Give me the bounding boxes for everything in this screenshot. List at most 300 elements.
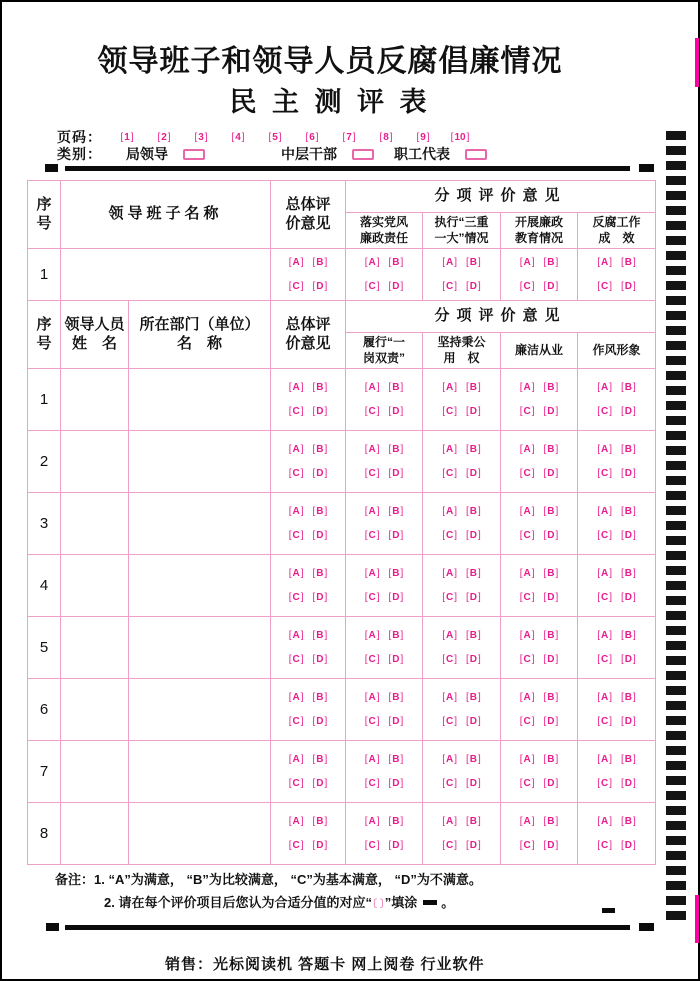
bubble-B[interactable]: [ B ]: [313, 568, 328, 579]
sync-dash-note-row: [602, 908, 615, 913]
dept-write-in-cell[interactable]: [129, 803, 271, 865]
bubble-D[interactable]: [ D ]: [466, 468, 481, 479]
page-code-bubble-9[interactable]: [ 9 ]: [411, 132, 435, 143]
bubble-cell: [501, 679, 578, 741]
page-code-bubble-4[interactable]: [ 4 ]: [226, 132, 250, 143]
bubble-D[interactable]: [ D ]: [313, 406, 328, 417]
bubble-C[interactable]: [ C ]: [289, 468, 304, 479]
bubble-A[interactable]: [ A ]: [289, 754, 304, 765]
bubble-C[interactable]: [ C ]: [442, 840, 457, 851]
bubble-B[interactable]: [ B ]: [544, 816, 559, 827]
bubble-C[interactable]: [ C ]: [442, 468, 457, 479]
bubble-B[interactable]: [ B ]: [313, 382, 328, 393]
bubble-C[interactable]: [ C ]: [442, 592, 457, 603]
page-code-bubble-10[interactable]: [ 10 ]: [448, 132, 472, 143]
bubble-D[interactable]: [ D ]: [466, 654, 481, 665]
bubble-cell: [346, 803, 423, 865]
bubble-A[interactable]: [ A ]: [442, 816, 457, 827]
bubble-C[interactable]: [ C ]: [289, 654, 304, 665]
bubble-D[interactable]: [ D ]: [466, 281, 481, 292]
bubble-D[interactable]: [ D ]: [544, 281, 559, 292]
bubble-B[interactable]: [ B ]: [313, 444, 328, 455]
category-bubble[interactable]: [465, 149, 487, 160]
bubble-C[interactable]: [ C ]: [365, 654, 380, 665]
bubble-D[interactable]: [ D ]: [466, 840, 481, 851]
category-row: [57, 144, 487, 164]
bubble-B[interactable]: [ B ]: [466, 444, 481, 455]
bubble-C[interactable]: [ C ]: [289, 840, 304, 851]
table-row: [28, 741, 656, 803]
bubble-cell: [271, 679, 346, 741]
bubble-cell: [578, 249, 656, 301]
bubble-A[interactable]: [ A ]: [597, 506, 612, 517]
bubble-D[interactable]: [ D ]: [621, 281, 636, 292]
bubble-B[interactable]: [ B ]: [466, 754, 481, 765]
empty-bubble-sample: 〔 〕: [371, 899, 385, 910]
col-header-overall: 总体评 价意见: [271, 181, 346, 249]
form-title-line2: 民 主 测 评 表: [229, 87, 431, 117]
bubble-A[interactable]: [ A ]: [365, 816, 380, 827]
bubble-cell: [578, 369, 656, 431]
bubble-D[interactable]: [ D ]: [544, 592, 559, 603]
bubble-B[interactable]: [ B ]: [621, 630, 636, 641]
bubble-C[interactable]: [ C ]: [365, 530, 380, 541]
bubble-B[interactable]: [ B ]: [466, 382, 481, 393]
bubble-B[interactable]: [ B ]: [621, 568, 636, 579]
table-row: [28, 617, 656, 679]
bubble-cell: [578, 555, 656, 617]
bubble-D[interactable]: [ D ]: [389, 281, 404, 292]
bubble-D[interactable]: [ D ]: [544, 778, 559, 789]
bubble-A[interactable]: [ A ]: [597, 692, 612, 703]
bubble-A[interactable]: [ A ]: [442, 257, 457, 268]
bubble-C[interactable]: [ C ]: [365, 840, 380, 851]
bubble-B[interactable]: [ B ]: [389, 444, 404, 455]
bubble-cell: [501, 555, 578, 617]
bubble-D[interactable]: [ D ]: [621, 840, 636, 851]
bubble-A[interactable]: [ A ]: [442, 506, 457, 517]
bubble-C[interactable]: [ C ]: [442, 778, 457, 789]
bubble-A[interactable]: [ A ]: [289, 382, 304, 393]
bubble-B[interactable]: [ B ]: [621, 444, 636, 455]
category-bubble[interactable]: [183, 149, 205, 160]
bubble-D[interactable]: [ D ]: [621, 778, 636, 789]
table-row: [28, 679, 656, 741]
bubble-C[interactable]: [ C ]: [597, 778, 612, 789]
bubble-A[interactable]: [ A ]: [289, 816, 304, 827]
bubble-B[interactable]: [ B ]: [313, 754, 328, 765]
bubble-C[interactable]: [ C ]: [520, 592, 535, 603]
bubble-D[interactable]: [ D ]: [621, 406, 636, 417]
dept-write-in-cell[interactable]: [129, 741, 271, 803]
page-code-bubble-6[interactable]: [ 6 ]: [300, 132, 324, 143]
bubble-C[interactable]: [ C ]: [597, 654, 612, 665]
bubble-B[interactable]: [ B ]: [466, 816, 481, 827]
bubble-D[interactable]: [ D ]: [621, 592, 636, 603]
bubble-cell: [271, 741, 346, 803]
row-number: 2: [28, 431, 61, 493]
bubble-cell: [271, 431, 346, 493]
bubble-A[interactable]: [ A ]: [365, 754, 380, 765]
bubble-cell: [578, 679, 656, 741]
bubble-cell: [501, 431, 578, 493]
bubble-A[interactable]: [ A ]: [365, 692, 380, 703]
bubble-D[interactable]: [ D ]: [313, 840, 328, 851]
bubble-C[interactable]: [ C ]: [289, 406, 304, 417]
bubble-cell: [501, 493, 578, 555]
col-header-sub-3: 开展廉政 教育情况: [501, 213, 578, 249]
bubble-B[interactable]: [ B ]: [389, 692, 404, 703]
sync-line-top: [65, 166, 630, 171]
col-header2-sub-3: 廉洁从业: [501, 333, 578, 369]
bubble-B[interactable]: [ B ]: [544, 506, 559, 517]
bubble-B[interactable]: [ B ]: [313, 692, 328, 703]
category-label: 类别：: [57, 146, 102, 162]
bubble-C[interactable]: [ C ]: [365, 468, 380, 479]
col-header-group: 分项评价意见: [346, 181, 656, 213]
bubble-A[interactable]: [ A ]: [289, 630, 304, 641]
bubble-D[interactable]: [ D ]: [389, 716, 404, 727]
bubble-C[interactable]: [ C ]: [520, 406, 535, 417]
bubble-A[interactable]: [ A ]: [597, 816, 612, 827]
bubble-B[interactable]: [ B ]: [313, 630, 328, 641]
notes-block: [55, 873, 482, 920]
bubble-D[interactable]: [ D ]: [621, 654, 636, 665]
page-code-bubble-2[interactable]: [ 2 ]: [152, 132, 176, 143]
bubble-D[interactable]: [ D ]: [466, 778, 481, 789]
bubble-D[interactable]: [ D ]: [621, 468, 636, 479]
bubble-A[interactable]: [ A ]: [289, 257, 304, 268]
name-write-in-cell[interactable]: [61, 617, 129, 679]
bubble-B[interactable]: [ B ]: [621, 382, 636, 393]
bubble-B[interactable]: [ B ]: [389, 506, 404, 517]
bubble-B[interactable]: [ B ]: [389, 568, 404, 579]
bubble-D[interactable]: [ D ]: [621, 716, 636, 727]
dept-write-in-cell[interactable]: [129, 493, 271, 555]
col-header2-sub-2: 坚持秉公 用 权: [423, 333, 501, 369]
bubble-B[interactable]: [ B ]: [544, 444, 559, 455]
bubble-D[interactable]: [ D ]: [313, 281, 328, 292]
bubble-A[interactable]: [ A ]: [520, 630, 535, 641]
bubble-D[interactable]: [ D ]: [544, 406, 559, 417]
filled-mark-sample: [423, 900, 437, 905]
bubble-cell: [501, 249, 578, 301]
bubble-A[interactable]: [ A ]: [597, 444, 612, 455]
bubble-A[interactable]: [ A ]: [520, 444, 535, 455]
team-header-section: [28, 181, 656, 249]
bubble-A[interactable]: [ A ]: [289, 568, 304, 579]
row-number: 8: [28, 803, 61, 865]
bubble-cell: [578, 617, 656, 679]
col-header-person-name: 领导人员 姓 名: [61, 301, 129, 369]
bubble-C[interactable]: [ C ]: [365, 716, 380, 727]
bubble-cell: [501, 741, 578, 803]
bubble-D[interactable]: [ D ]: [389, 468, 404, 479]
bubble-A[interactable]: [ A ]: [520, 692, 535, 703]
note-line-2-end: 。: [441, 895, 455, 910]
bubble-A[interactable]: [ A ]: [365, 257, 380, 268]
bubble-A[interactable]: [ A ]: [442, 692, 457, 703]
form-title-line1: 领导班子和领导人员反腐倡廉情况: [97, 45, 563, 78]
bubble-cell: [271, 803, 346, 865]
bubble-B[interactable]: [ B ]: [466, 506, 481, 517]
bubble-A[interactable]: [ A ]: [365, 630, 380, 641]
row-number: 3: [28, 493, 61, 555]
sales-footer: 销售：光标阅读机 答题卡 网上阅卷 行业软件: [165, 956, 485, 973]
bubble-A[interactable]: [ A ]: [520, 754, 535, 765]
name-write-in-cell[interactable]: [61, 249, 271, 301]
col-header-sub-1: 落实党风 廉政责任: [346, 213, 423, 249]
bubble-C[interactable]: [ C ]: [597, 281, 612, 292]
bubble-C[interactable]: [ C ]: [289, 530, 304, 541]
bubble-cell: [423, 249, 501, 301]
dept-write-in-cell[interactable]: [129, 617, 271, 679]
edge-strip-bottom: [695, 895, 699, 943]
bubble-D[interactable]: [ D ]: [544, 654, 559, 665]
bubble-C[interactable]: [ C ]: [520, 468, 535, 479]
bubble-D[interactable]: [ D ]: [389, 592, 404, 603]
bubble-D[interactable]: [ D ]: [466, 530, 481, 541]
name-write-in-cell[interactable]: [61, 555, 129, 617]
dept-write-in-cell[interactable]: [129, 555, 271, 617]
bubble-C[interactable]: [ C ]: [520, 654, 535, 665]
page-code-bubble-8[interactable]: [ 8 ]: [374, 132, 398, 143]
bubble-A[interactable]: [ A ]: [520, 382, 535, 393]
sync-line-bottom: [65, 925, 630, 930]
team-rows-section: [28, 249, 656, 301]
bubble-D[interactable]: [ D ]: [313, 778, 328, 789]
bubble-C[interactable]: [ C ]: [289, 778, 304, 789]
bubble-A[interactable]: [ A ]: [442, 754, 457, 765]
bubble-cell: [423, 617, 501, 679]
col-header-dept: 所在部门（单位） 名 称: [129, 301, 271, 369]
bubble-A[interactable]: [ A ]: [289, 692, 304, 703]
bubble-cell: [423, 369, 501, 431]
row-number: 5: [28, 617, 61, 679]
category-bubble[interactable]: [352, 149, 374, 160]
bubble-B[interactable]: [ B ]: [621, 506, 636, 517]
name-write-in-cell[interactable]: [61, 369, 129, 431]
sync-mark-top-left: [45, 164, 58, 172]
bubble-B[interactable]: [ B ]: [621, 816, 636, 827]
bubble-B[interactable]: [ B ]: [544, 257, 559, 268]
bubble-cell: [271, 493, 346, 555]
note-line-1-text: 1. “A”为满意， “B”为比较满意， “C”为基本满意， “D”为不满意。: [94, 872, 482, 887]
page-code-bubble-5[interactable]: [ 5 ]: [263, 132, 287, 143]
bubble-A[interactable]: [ A ]: [289, 506, 304, 517]
bubble-A[interactable]: [ A ]: [597, 382, 612, 393]
bubble-B[interactable]: [ B ]: [313, 506, 328, 517]
row-number: 1: [28, 369, 61, 431]
bubble-A[interactable]: [ A ]: [442, 630, 457, 641]
dept-write-in-cell[interactable]: [129, 369, 271, 431]
bubble-C[interactable]: [ C ]: [597, 840, 612, 851]
bubble-B[interactable]: [ B ]: [544, 630, 559, 641]
bubble-D[interactable]: [ D ]: [389, 778, 404, 789]
col-header-seq: 序 号: [28, 181, 61, 249]
bubble-A[interactable]: [ A ]: [365, 568, 380, 579]
bubble-C[interactable]: [ C ]: [442, 281, 457, 292]
category-option-label: 局领导: [126, 146, 168, 162]
bubble-A[interactable]: [ A ]: [597, 754, 612, 765]
bubble-D[interactable]: [ D ]: [621, 530, 636, 541]
bubble-B[interactable]: [ B ]: [621, 692, 636, 703]
bubble-A[interactable]: [ A ]: [597, 257, 612, 268]
bubble-D[interactable]: [ D ]: [389, 530, 404, 541]
note-line-2: [55, 896, 482, 910]
bubble-A[interactable]: [ A ]: [520, 506, 535, 517]
bubble-C[interactable]: [ C ]: [597, 530, 612, 541]
bubble-D[interactable]: [ D ]: [544, 468, 559, 479]
bubble-C[interactable]: [ C ]: [289, 281, 304, 292]
col-header-team-name: 领导班子名称: [61, 181, 271, 249]
name-write-in-cell[interactable]: [61, 741, 129, 803]
bubble-C[interactable]: [ C ]: [442, 654, 457, 665]
note-line-2-suffix: ”填涂: [384, 895, 418, 910]
page-code-bubble-7[interactable]: [ 7 ]: [337, 132, 361, 143]
table-row: [28, 493, 656, 555]
bubble-D[interactable]: [ D ]: [544, 716, 559, 727]
bubble-C[interactable]: [ C ]: [520, 778, 535, 789]
bubble-B[interactable]: [ B ]: [389, 630, 404, 641]
bubble-D[interactable]: [ D ]: [313, 654, 328, 665]
col-header-group-2: 分项评价意见: [346, 301, 656, 333]
name-write-in-cell[interactable]: [61, 803, 129, 865]
bubble-B[interactable]: [ B ]: [313, 816, 328, 827]
bubble-B[interactable]: [ B ]: [544, 568, 559, 579]
bubble-D[interactable]: [ D ]: [544, 530, 559, 541]
sync-mark-bottom-left: [46, 923, 59, 931]
bubble-C[interactable]: [ C ]: [597, 592, 612, 603]
bubble-D[interactable]: [ D ]: [544, 840, 559, 851]
category-option-label: 中层干部: [281, 146, 337, 162]
bubble-C[interactable]: [ C ]: [289, 592, 304, 603]
bubble-C[interactable]: [ C ]: [597, 468, 612, 479]
bubble-D[interactable]: [ D ]: [389, 654, 404, 665]
category-option-label: 职工代表: [394, 146, 450, 162]
bubble-A[interactable]: [ A ]: [597, 630, 612, 641]
bubble-C[interactable]: [ C ]: [597, 716, 612, 727]
bubble-cell: [346, 369, 423, 431]
bubble-B[interactable]: [ B ]: [389, 816, 404, 827]
bubble-B[interactable]: [ B ]: [621, 257, 636, 268]
bubble-C[interactable]: [ C ]: [289, 716, 304, 727]
bubble-cell: [578, 431, 656, 493]
bubble-C[interactable]: [ C ]: [442, 716, 457, 727]
bubble-A[interactable]: [ A ]: [520, 257, 535, 268]
page-code-bubble-3[interactable]: [ 3 ]: [189, 132, 213, 143]
bubble-B[interactable]: [ B ]: [389, 754, 404, 765]
bubble-B[interactable]: [ B ]: [466, 692, 481, 703]
bubble-cell: [346, 741, 423, 803]
bubble-D[interactable]: [ D ]: [313, 530, 328, 541]
bubble-D[interactable]: [ D ]: [466, 716, 481, 727]
col-header-sub-2: 执行“三重 一大”情况: [423, 213, 501, 249]
bubble-D[interactable]: [ D ]: [466, 592, 481, 603]
bubble-A[interactable]: [ A ]: [442, 382, 457, 393]
bubble-D[interactable]: [ D ]: [313, 468, 328, 479]
bubble-C[interactable]: [ C ]: [520, 530, 535, 541]
bubble-cell: [423, 803, 501, 865]
name-write-in-cell[interactable]: [61, 431, 129, 493]
bubble-C[interactable]: [ C ]: [365, 778, 380, 789]
bubble-cell: [346, 617, 423, 679]
bubble-C[interactable]: [ C ]: [520, 840, 535, 851]
bubble-B[interactable]: [ B ]: [389, 257, 404, 268]
bubble-D[interactable]: [ D ]: [313, 716, 328, 727]
bubble-A[interactable]: [ A ]: [289, 444, 304, 455]
category-item: [281, 144, 374, 164]
bubble-A[interactable]: [ A ]: [365, 382, 380, 393]
bubble-A[interactable]: [ A ]: [365, 506, 380, 517]
bubble-C[interactable]: [ C ]: [442, 406, 457, 417]
bubble-cell: [271, 249, 346, 301]
bubble-cell: [271, 555, 346, 617]
bubble-C[interactable]: [ C ]: [520, 716, 535, 727]
bubble-B[interactable]: [ B ]: [544, 754, 559, 765]
bubble-D[interactable]: [ D ]: [389, 840, 404, 851]
bubble-C[interactable]: [ C ]: [365, 592, 380, 603]
category-items: [102, 144, 487, 164]
bubble-A[interactable]: [ A ]: [442, 444, 457, 455]
bubble-cell: [578, 741, 656, 803]
page-code-bubbles: [115, 132, 472, 143]
bubble-C[interactable]: [ C ]: [442, 530, 457, 541]
bubble-A[interactable]: [ A ]: [365, 444, 380, 455]
bubble-D[interactable]: [ D ]: [389, 406, 404, 417]
dept-write-in-cell[interactable]: [129, 679, 271, 741]
bubble-C[interactable]: [ C ]: [365, 281, 380, 292]
page-code-label: 页码：: [57, 129, 102, 145]
bubble-B[interactable]: [ B ]: [621, 754, 636, 765]
bubble-B[interactable]: [ B ]: [544, 382, 559, 393]
table-row: [28, 431, 656, 493]
col-header2-sub-4: 作风形象: [578, 333, 656, 369]
bubble-D[interactable]: [ D ]: [313, 592, 328, 603]
bubble-B[interactable]: [ B ]: [313, 257, 328, 268]
bubble-cell: [501, 803, 578, 865]
table-row: [28, 249, 656, 301]
bubble-B[interactable]: [ B ]: [466, 630, 481, 641]
bubble-cell: [423, 679, 501, 741]
bubble-C[interactable]: [ C ]: [365, 406, 380, 417]
notes-label: 备注：: [55, 872, 95, 887]
bubble-B[interactable]: [ B ]: [389, 382, 404, 393]
page-code-bubble-1[interactable]: [ 1 ]: [115, 132, 139, 143]
bubble-D[interactable]: [ D ]: [466, 406, 481, 417]
row-number: 1: [28, 249, 61, 301]
bubble-C[interactable]: [ C ]: [597, 406, 612, 417]
bubble-A[interactable]: [ A ]: [520, 568, 535, 579]
bubble-B[interactable]: [ B ]: [466, 257, 481, 268]
category-item: [126, 144, 205, 164]
table-row: [28, 803, 656, 865]
bubble-A[interactable]: [ A ]: [597, 568, 612, 579]
bubble-B[interactable]: [ B ]: [466, 568, 481, 579]
bubble-B[interactable]: [ B ]: [544, 692, 559, 703]
bubble-cell: [423, 741, 501, 803]
timing-marks: [666, 131, 686, 926]
name-write-in-cell[interactable]: [61, 493, 129, 555]
dept-write-in-cell[interactable]: [129, 431, 271, 493]
col-header-overall-2: 总体评 价意见: [271, 301, 346, 369]
name-write-in-cell[interactable]: [61, 679, 129, 741]
bubble-A[interactable]: [ A ]: [520, 816, 535, 827]
row-number: 6: [28, 679, 61, 741]
bubble-A[interactable]: [ A ]: [442, 568, 457, 579]
edge-strip-top: [695, 38, 699, 87]
bubble-C[interactable]: [ C ]: [520, 281, 535, 292]
